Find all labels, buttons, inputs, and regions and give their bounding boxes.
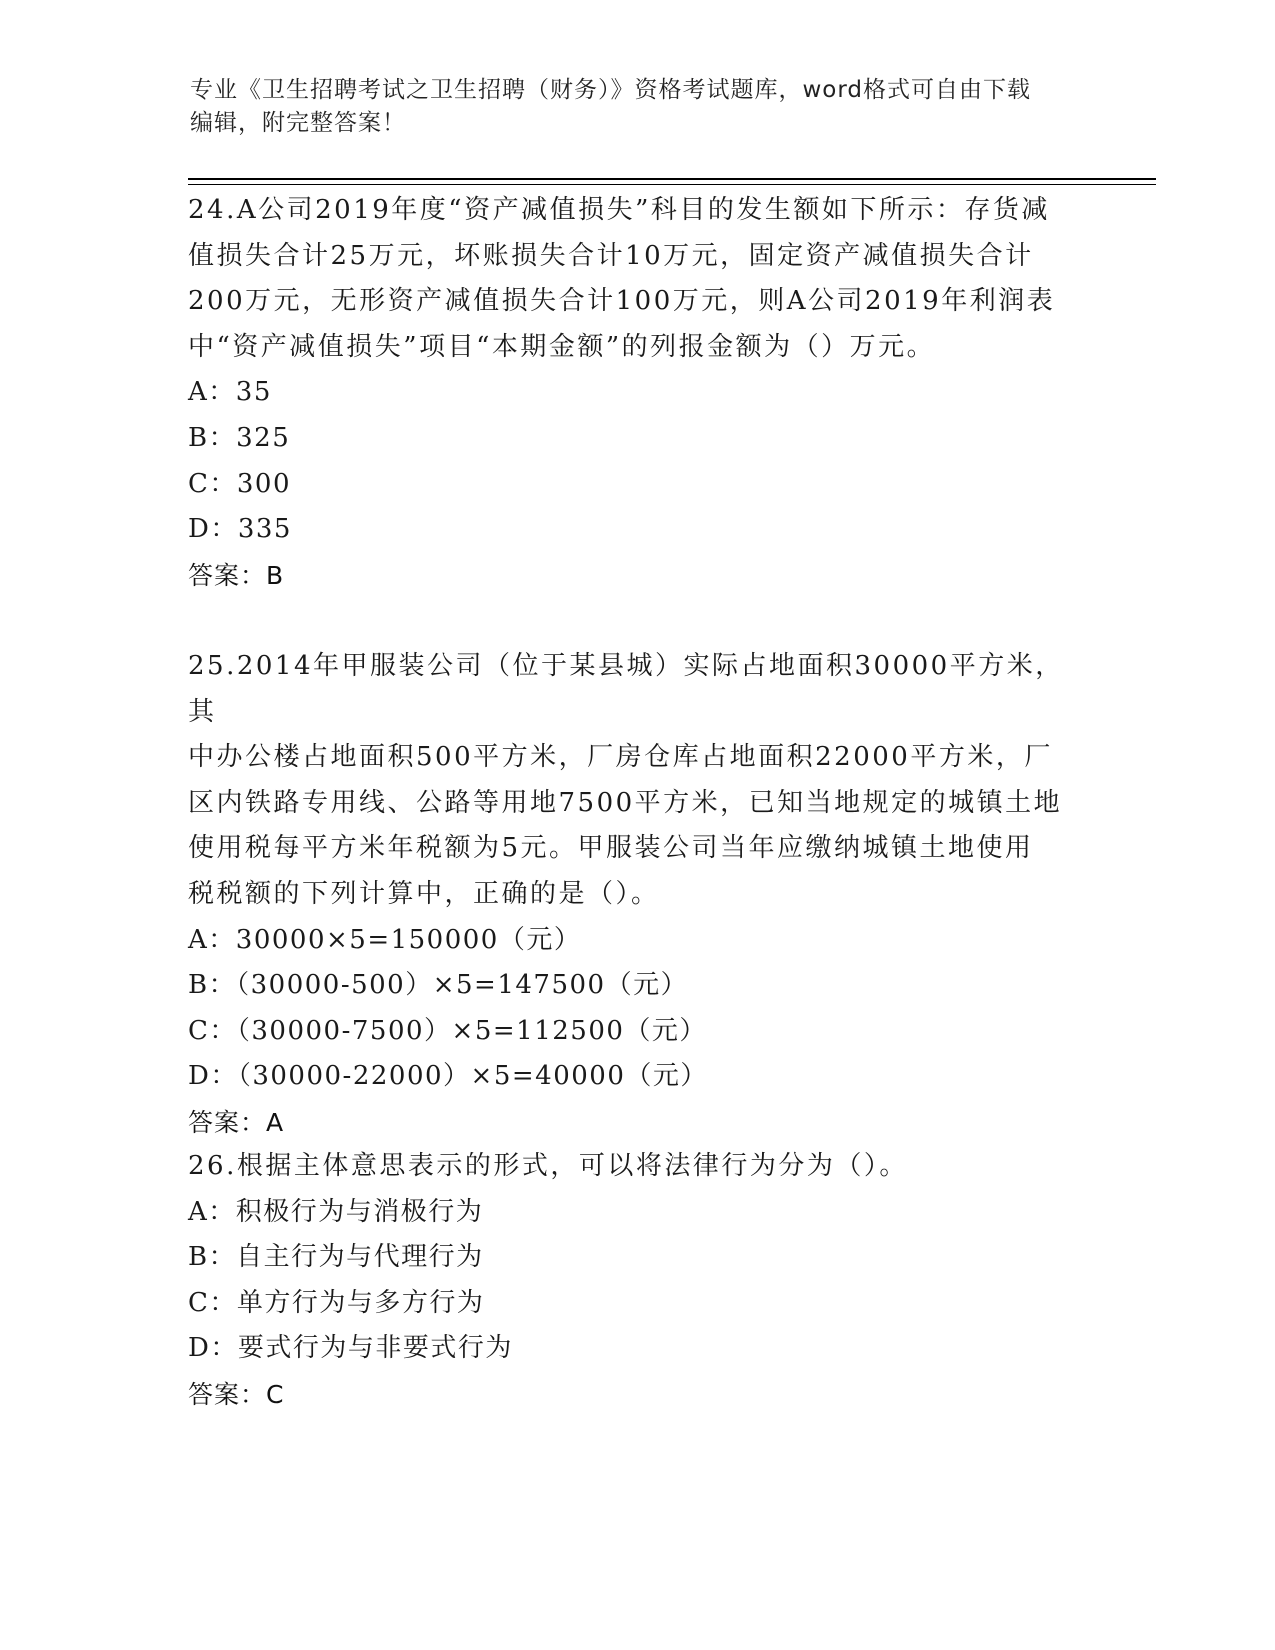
header-line-1: 专业《卫生招聘考试之卫生招聘（财务）》资格考试题库，word格式可自由下载 bbox=[190, 77, 1032, 103]
option-b: B：自主行为与代理行为 bbox=[188, 1242, 484, 1273]
question-text-line: 中“资产减值损失”项目“本期金额”的列报金额为（）万元。 bbox=[188, 331, 936, 362]
header-rule-thick bbox=[188, 178, 1156, 180]
header-line-2: 编辑，附完整答案！ bbox=[190, 110, 406, 136]
question-24 bbox=[188, 188, 1088, 598]
option-c: C：300 bbox=[188, 468, 292, 499]
question-text-line: 税税额的下列计算中，正确的是（）。 bbox=[188, 878, 660, 909]
option-b: B：（30000-500）×5=147500（元） bbox=[188, 970, 689, 1001]
option-d: D：（30000-22000）×5=40000（元） bbox=[188, 1061, 708, 1092]
option-c: C：（30000-7500）×5=112500（元） bbox=[188, 1015, 707, 1046]
option-c: C：单方行为与多方行为 bbox=[188, 1287, 485, 1318]
question-text-line: 区内铁路专用线、公路等用地7500平方米，已知当地规定的城镇土地 bbox=[188, 787, 1063, 818]
answer-line: 答案：B bbox=[188, 560, 285, 590]
option-a: A：积极行为与消极行为 bbox=[188, 1196, 484, 1227]
question-text-line: 25.2014年甲服装公司（位于某县城）实际占地面积30000平方米，其 bbox=[188, 651, 1064, 727]
option-a: A：35 bbox=[188, 377, 272, 408]
option-d: D：335 bbox=[188, 514, 292, 545]
question-text-line: 24.A公司2019年度“资产减值损失”科目的发生额如下所示：存货减 bbox=[188, 195, 1050, 225]
question-25 bbox=[188, 644, 1088, 1146]
question-text-line: 200万元，无形资产减值损失合计100万元，则A公司2019年利润表 bbox=[188, 286, 1056, 317]
question-text-line: 26.根据主体意思表示的形式，可以将法律行为分为（）。 bbox=[188, 1151, 908, 1181]
question-text-line: 值损失合计25万元，坏账损失合计10万元，固定资产减值损失合计 bbox=[188, 240, 1034, 271]
question-text-line: 中办公楼占地面积500平方米，厂房仓库占地面积22000平方米，厂 bbox=[188, 742, 1053, 773]
answer-line: 答案：C bbox=[188, 1379, 285, 1409]
option-d: D：要式行为与非要式行为 bbox=[188, 1333, 513, 1364]
option-b: B：325 bbox=[188, 422, 291, 453]
question-26 bbox=[188, 1144, 1088, 1418]
document-header bbox=[190, 74, 1090, 140]
question-text-line: 使用税每平方米年税额为5元。甲服装公司当年应缴纳城镇土地使用 bbox=[188, 833, 1034, 864]
option-a: A：30000×5=150000（元） bbox=[188, 924, 582, 955]
answer-line: 答案：A bbox=[188, 1107, 285, 1137]
header-rule-thin bbox=[188, 184, 1156, 185]
